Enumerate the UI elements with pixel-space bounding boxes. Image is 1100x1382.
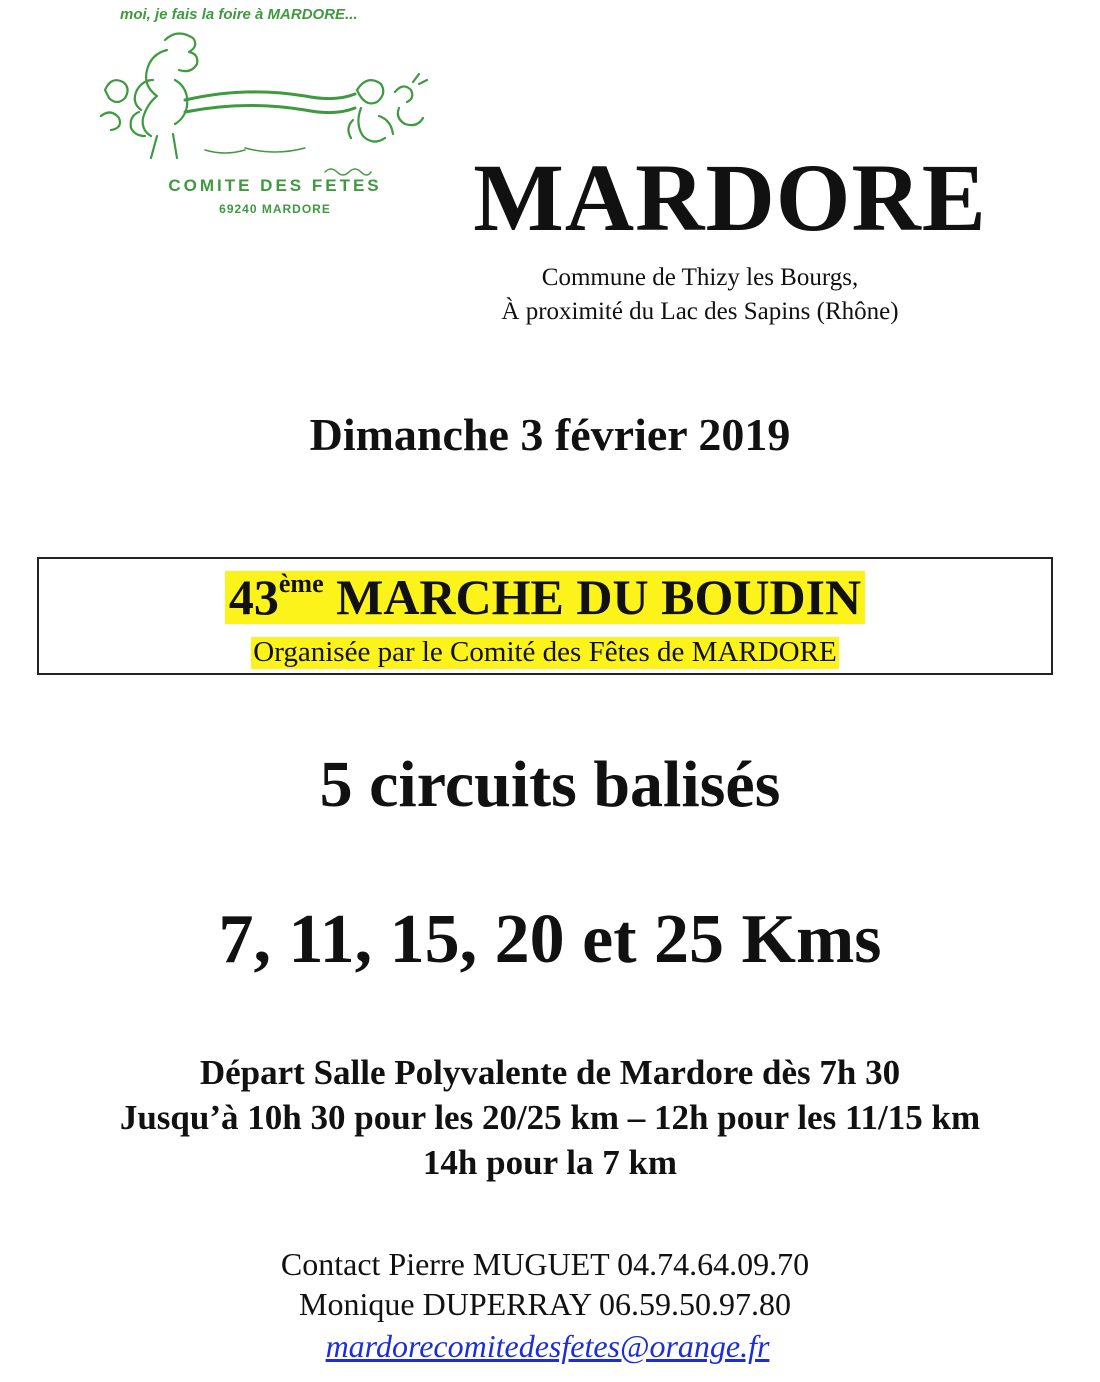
circuits-heading: 5 circuits balisés bbox=[319, 748, 781, 821]
logo-organization: COMITE DES FETES bbox=[168, 176, 382, 195]
schedule-line3: 14h pour la 7 km bbox=[422, 1143, 678, 1182]
event-title bbox=[225, 571, 865, 624]
distances-heading: 7, 11, 15, 20 et 25 Kms bbox=[218, 901, 882, 978]
schedule-line1: Départ Salle Polyvalente de Mardore dès 7h 30 bbox=[199, 1053, 901, 1092]
town-subtitle-line2: À proximité du Lac des Sapins (Rhône) bbox=[501, 298, 899, 325]
event-organizer-row bbox=[39, 637, 1051, 669]
contact-email-row bbox=[0, 1330, 1095, 1362]
contact-email-link[interactable]: mardorecomitedesfetes@orange.fr bbox=[325, 1328, 770, 1364]
town-name: MARDORE bbox=[473, 144, 987, 251]
comite-des-fetes-logo bbox=[95, 0, 435, 235]
event-title-row bbox=[39, 571, 1051, 624]
event-edition-suffix: ème bbox=[278, 569, 324, 598]
logo-tagline: moi, je fais la foire à MARDORE... bbox=[120, 6, 358, 23]
logo-postal: 69240 MARDORE bbox=[219, 202, 331, 216]
event-box bbox=[37, 557, 1053, 675]
contact-line2: Monique DUPERRAY 06.59.50.97.80 bbox=[299, 1286, 791, 1322]
event-title-text: MARCHE DU BOUDIN bbox=[336, 569, 862, 625]
event-date: Dimanche 3 février 2019 bbox=[309, 409, 791, 460]
schedule-line2: Jusqu’à 10h 30 pour les 20/25 km – 12h pour les 11/15 km bbox=[119, 1098, 981, 1137]
logo-illustration bbox=[95, 20, 435, 195]
contact-line1: Contact Pierre MUGUET 04.74.64.09.70 bbox=[280, 1246, 810, 1282]
event-organizer: Organisée par le Comité des Fêtes de MARDORE bbox=[253, 636, 837, 668]
event-edition: 43 bbox=[228, 569, 279, 625]
town-subtitle-line1: Commune de Thizy les Bourgs, bbox=[541, 264, 859, 291]
